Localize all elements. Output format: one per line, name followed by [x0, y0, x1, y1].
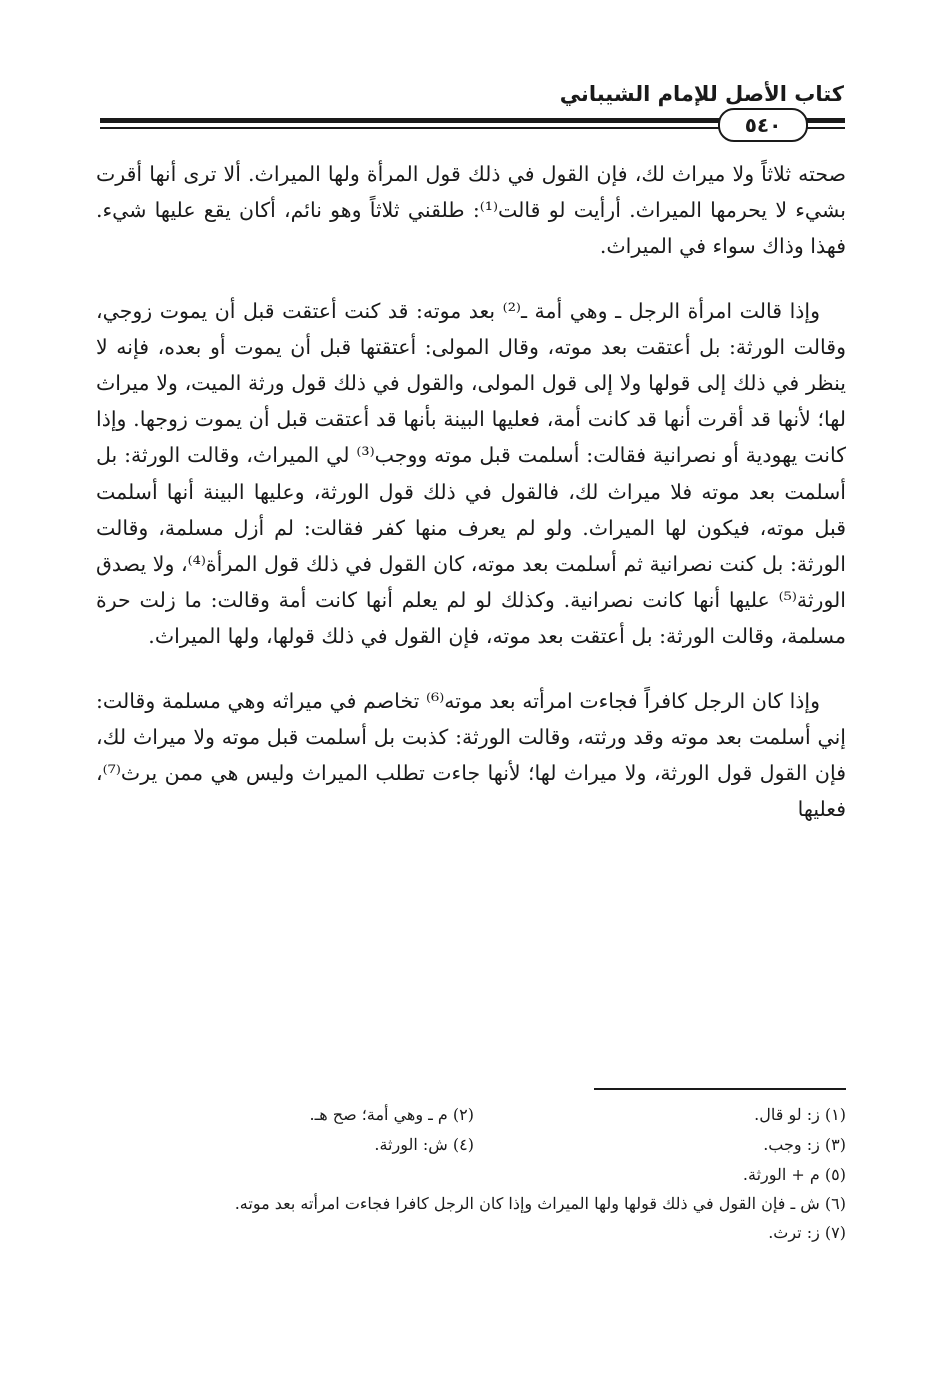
footnote-2: (٢) م ـ وهي أمة؛ صح هـ. — [309, 1105, 474, 1124]
footnotes — [100, 1100, 846, 1248]
footnote-6: (٦) ش ـ فإن القول في ذلك قولها ولها الميراث وإذا كان الرجل كافرا فجاءت امرأته بعد موته. — [234, 1194, 846, 1213]
footnote-4: (٤) ش: الورثة. — [374, 1135, 474, 1154]
footnote-separator — [594, 1088, 846, 1090]
footnote-7: (٧) ز: ترث. — [768, 1223, 846, 1242]
footnote-3: (٣) ز: وجب. — [763, 1135, 846, 1154]
page-number: ٥٤٠ — [718, 108, 808, 142]
footnote-5: (٥) م + الورثة. — [742, 1165, 846, 1184]
paragraph: وإذا قالت امرأة الرجل ـ وهي أمة ـ⁽²⁾ بعد موته: قد كنت أعتقت قبل أن يموت زوجي، وقالت الورثة: بل أعتقت بعد موته، وقال المولى: أعتقتها قبل أن يموت أو بعده، فإنه لا ينظر في ذلك إلى قولها ولا إلى قول المولى، والقول في ذلك قول ورثة الميت، ولا ميراث لها؛ لأنها قد أقرت أنها قد كانت أمة، فعليها البينة بأنها قد أعتقت قبل أن يموت زوجها. وإذا كانت يهودية أو نصرانية فقالت: أسلمت قبل موته ووجب⁽³⁾ لي الميراث، وقالت الورثة: بل أسلمت بعد موته فلا ميراث لك، فالقول في ذلك قول الورثة، وعليها البينة أنها أسلمت قبل موته، فيكون لها الميراث. ولو لم يعرف منها كفر فقالت: لم أزل مسلمة، وقالت الورثة: بل كنت نصرانية ثم أسلمت بعد موته، كان القول في ذلك قول المرأة⁽⁴⁾، ولا يصدق الورثة⁽⁵⁾ عليها أنها كانت نصرانية. وكذلك لو لم يعلم أنها كانت أمة وقالت: ما زلت حرة مسلمة، وقالت الورثة: بل أعتقت بعد موته، فإن القول في ذلك قولها، ولها الميراث. — [96, 298, 846, 649]
book-title: كتاب الأصل للإمام الشيباني — [559, 82, 844, 106]
footnote-1: (١) ز: لو قال. — [754, 1105, 846, 1124]
main-text — [96, 156, 846, 827]
footnote-row — [100, 1100, 846, 1130]
footnote-row — [100, 1130, 846, 1160]
paragraph: صحته ثلاثاً ولا ميراث لك، فإن القول في ذلك قول المرأة ولها الميراث. ألا ترى أنها أقرت بشيء لا يحرمها الميراث. أرأيت لو قالت⁽¹⁾: طلقني ثلاثاً وهو نائم، أكان يقع عليها شيء. فهذا وذاك سواء في الميراث. — [96, 162, 846, 259]
paragraph: وإذا كان الرجل كافراً فجاءت امرأته بعد موته⁽⁶⁾ تخاصم في ميراثه وهي مسلمة وقالت: إني أسلمت بعد موته وقد ورثته، وقالت الورثة: كذبت بل أسلمت قبل موته ولا ميراث لك، فإن القول قول الورثة، ولا ميراث لها؛ لأنها جاءت تطلب الميراث وليس هي ممن يرث⁽⁷⁾، فعليها — [96, 688, 847, 822]
